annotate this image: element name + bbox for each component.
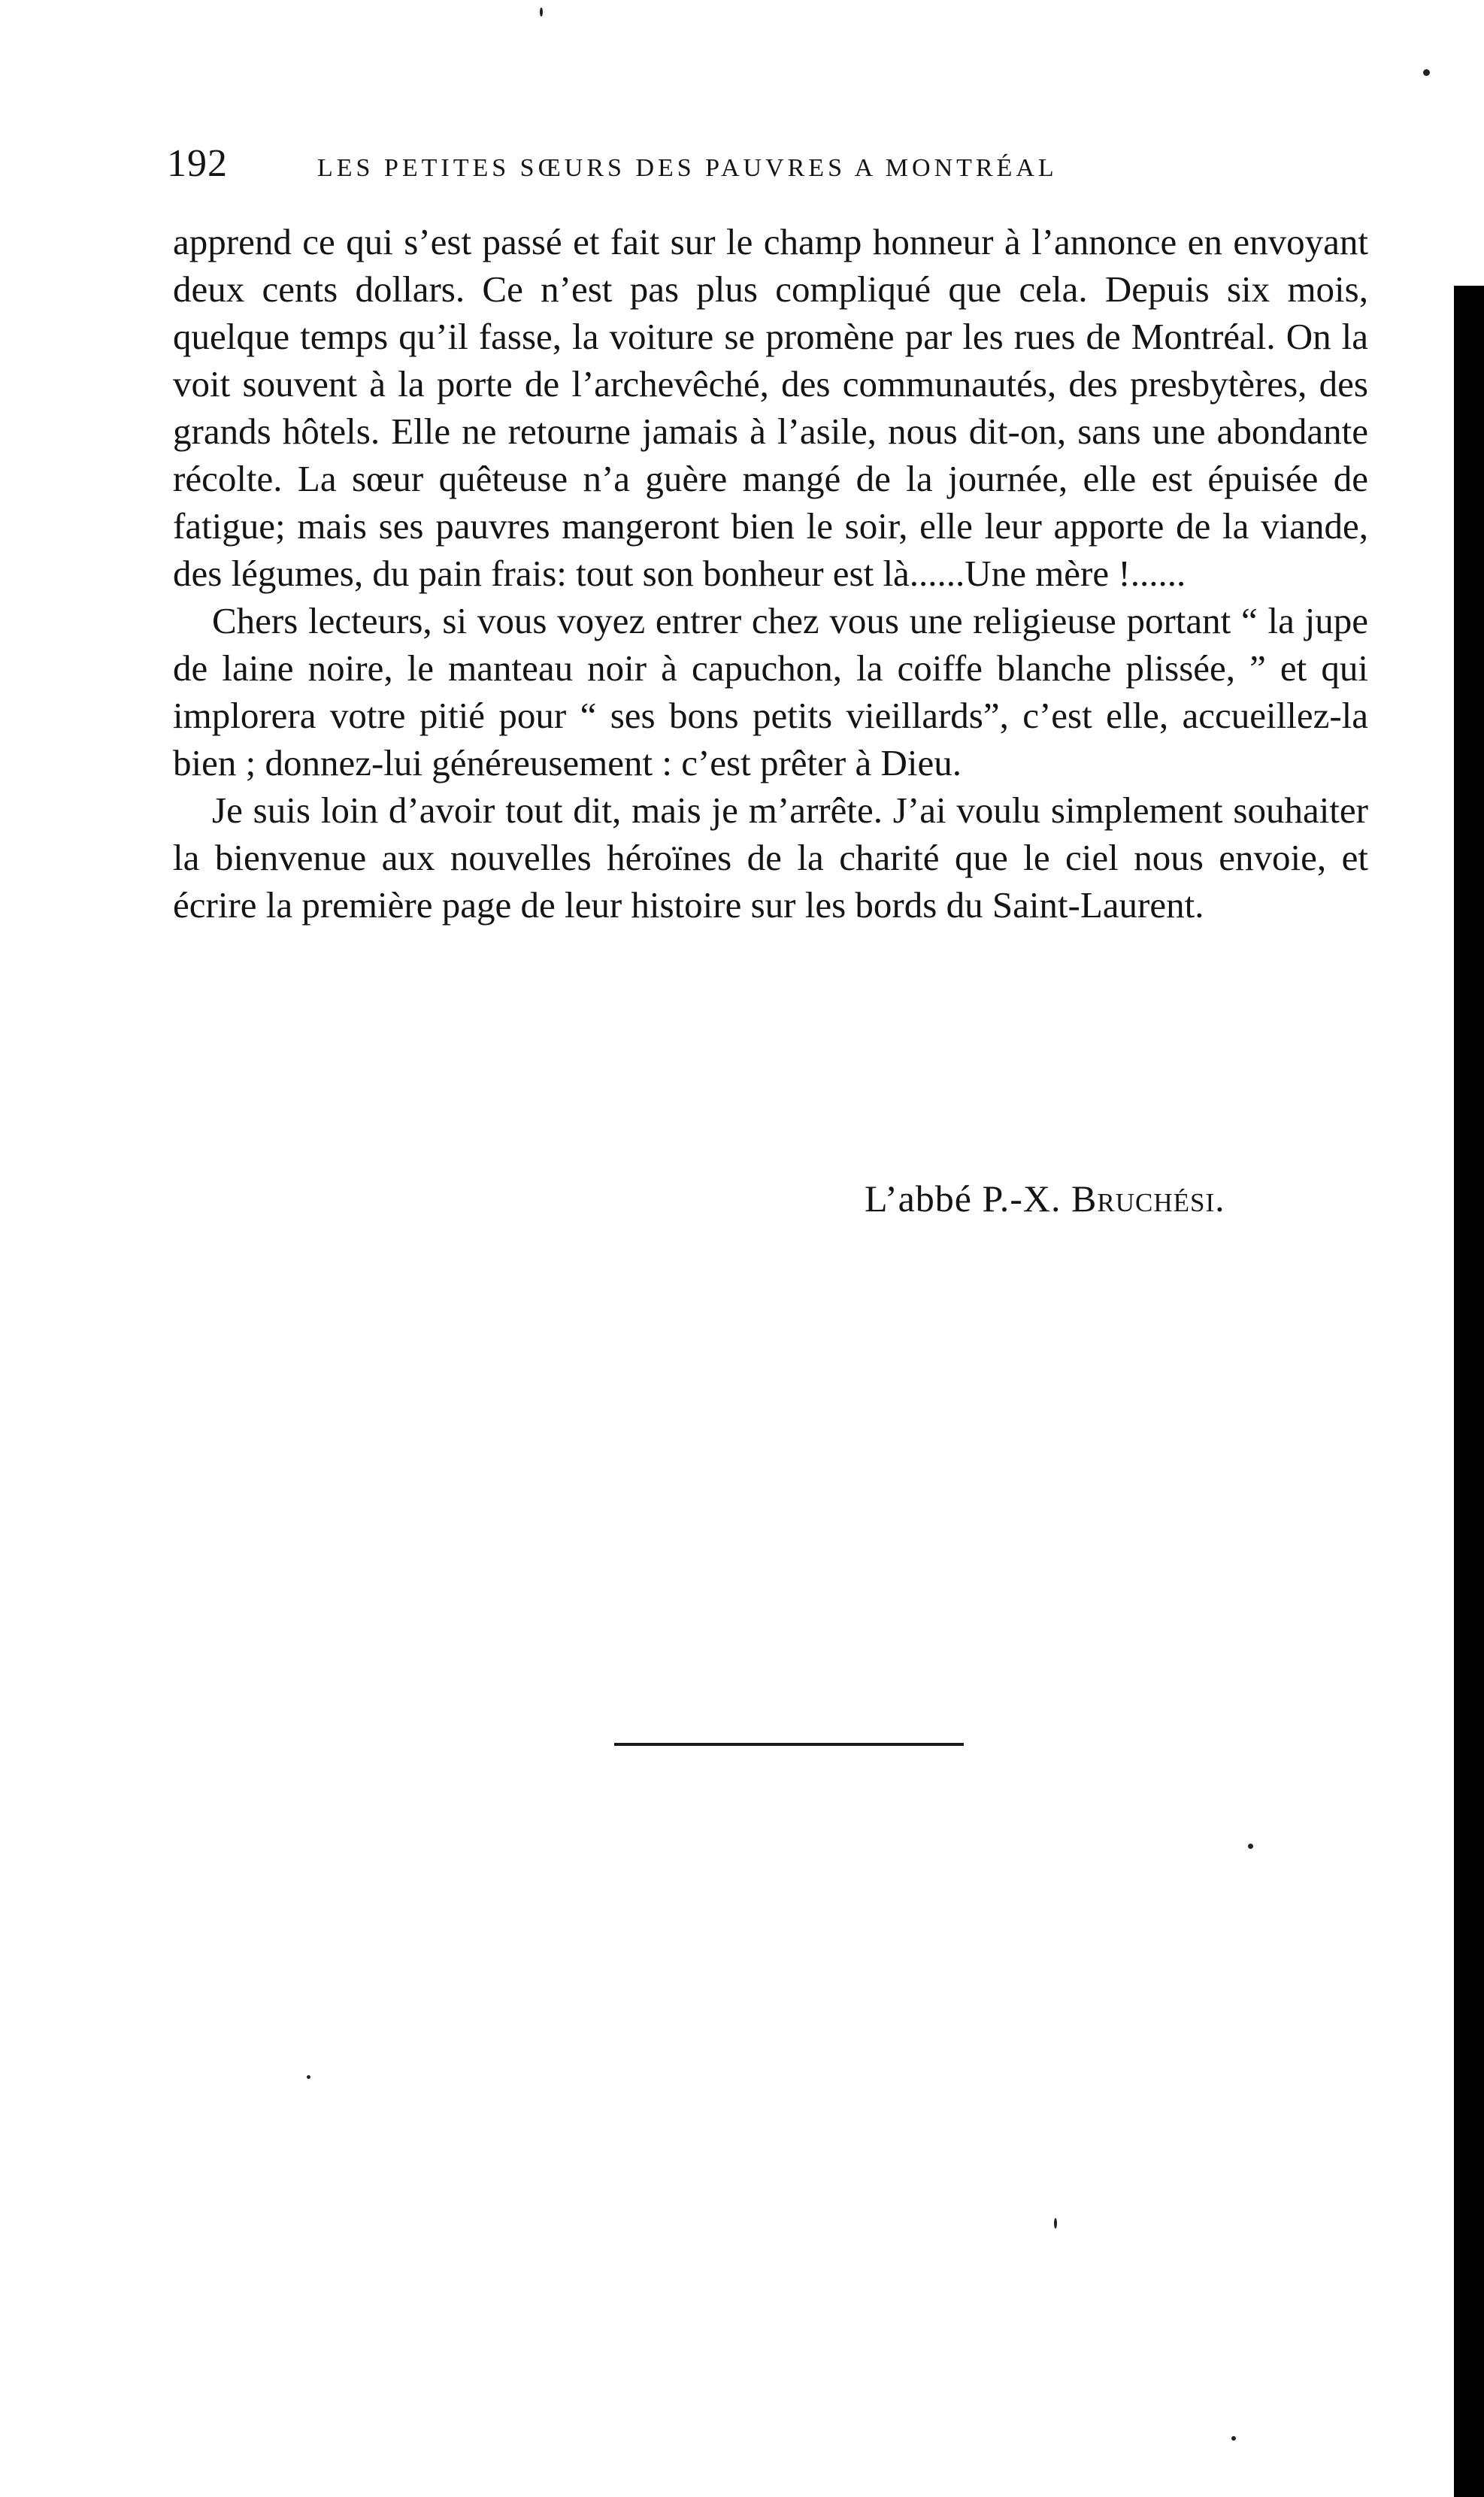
scan-speck <box>1054 2218 1057 2229</box>
paragraph: Chers lecteurs, si vous voyez entrer chez vous une religieuse portant “ la jupe de laine noire, le manteau noir à capuchon, la coiffe blanche plissée, ” et qui implorera votre pitié pour “ ses bons petits vieillards”, c’est elle, accueillez-la bien ; donnez-lui généreusement : c’est prêter à Dieu. <box>173 600 1368 783</box>
body-text <box>173 218 1368 929</box>
paragraph: apprend ce qui s’est passé et fait sur le champ honneur à l’annonce en envoyant deux cents dollars. Ce n’est pas plus compliqué que cela. Depuis six mois, quelque temps qu’il fasse, la voiture se promène par les rues de Montréal. On la voit souvent à la porte de l’archevêché, des communautés, des presbytères, des grands hôtels. Elle ne retourne jamais à l’asile, nous dit-on, sans une abondante récolte. La sœur quêteuse n’a guère mangé de la journée, elle est épuisée de fatigue; mais ses pauvres mangeront bien le soir, elle leur apporte de la viande, des légumes, du pain frais: tout son bonheur est là......Une mère !...... <box>173 221 1368 594</box>
author-signature <box>865 1177 1225 1220</box>
page-number: 192 <box>167 142 228 185</box>
signature-prefix: L’abbé P.-X. <box>865 1177 1072 1220</box>
scan-speck <box>540 8 543 17</box>
scan-speck <box>1248 1844 1253 1849</box>
running-title: LES PETITES SŒURS DES PAUVRES A MONTRÉAL <box>317 154 1058 182</box>
scan-speck <box>307 2075 310 2079</box>
signature-surname: Bruchési. <box>1071 1177 1225 1220</box>
paragraph: Je suis loin d’avoir tout dit, mais je m’arrête. J’ai voulu simplement souhaiter la bienvenue aux nouvelles héroïnes de la charité que le ciel nous envoie, et écrire la première page de leur histoire sur les bords du Saint-Laurent. <box>173 789 1368 926</box>
scan-binding-edge <box>1454 286 1484 2497</box>
scan-speck <box>1231 2436 1236 2441</box>
running-head <box>167 141 1197 186</box>
scan-speck <box>1423 69 1430 76</box>
end-rule <box>614 1743 964 1746</box>
